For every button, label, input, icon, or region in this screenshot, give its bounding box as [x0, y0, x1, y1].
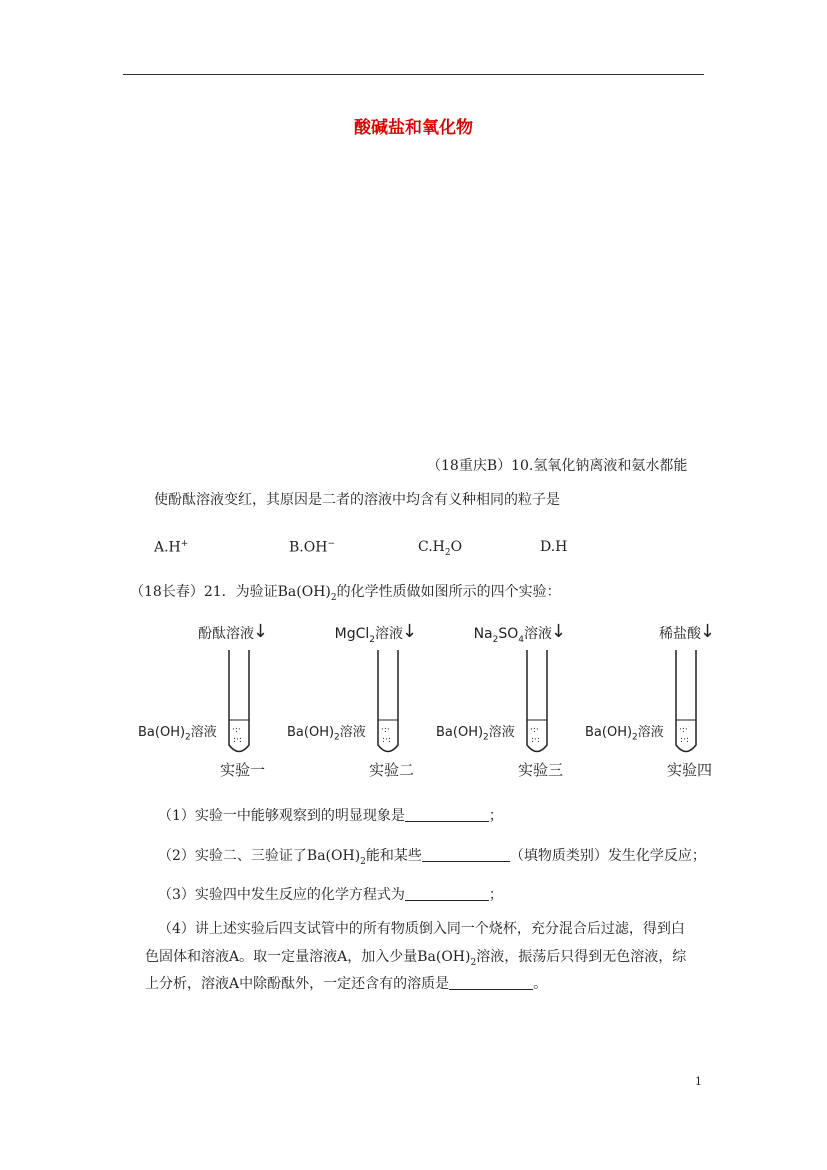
- header-rule: [123, 74, 704, 75]
- down-arrow-icon: ↓: [252, 621, 268, 642]
- q1-stem-line2: 使酚酞溶液变红，其原因是二者的溶液中均含有义种相同的粒子是: [154, 492, 560, 508]
- solution-label: $Ba(OH)_2$溶液: [436, 725, 515, 743]
- down-arrow-icon: ↓: [401, 621, 417, 642]
- experiment-2: [287, 617, 457, 782]
- q1-option-a: A.H+: [154, 539, 189, 556]
- svg-text::·:: :·:: [382, 735, 391, 745]
- q1-option-b: B.OH−: [289, 539, 335, 556]
- reagent-label: 稀盐酸: [659, 626, 701, 642]
- solution-label: $Ba(OH)_2$溶液: [138, 725, 217, 743]
- page-title: 酸碱盐和氧化物: [354, 118, 473, 138]
- test-tube-icon: [228, 650, 250, 755]
- experiment-label: 实验一: [220, 761, 266, 779]
- sub-question-2: （2）实验二、三验证了$Ba(OH)_2$能和某些 （填物质类别）发生化学反应；: [158, 848, 706, 867]
- solution-label: $Ba(OH)_2$溶液: [585, 725, 664, 743]
- reagent-label: $Na_2SO_4$溶液: [473, 626, 552, 645]
- q1-option-d: D.H: [540, 539, 568, 555]
- down-arrow-icon: ↓: [550, 621, 566, 642]
- solution-label: $Ba(OH)_2$溶液: [287, 725, 366, 743]
- q2-intro: （18长春）21．为验证$Ba(OH)_2$的化学性质做如图所示的四个实验：: [130, 584, 561, 603]
- answer-blank-3[interactable]: [405, 886, 489, 901]
- experiment-label: 实验三: [518, 761, 564, 779]
- down-arrow-icon: ↓: [699, 621, 715, 642]
- svg-text:·:·: ·:·: [381, 725, 390, 735]
- q1-source: （18重庆B）10.: [427, 458, 534, 474]
- answer-blank-1[interactable]: [405, 807, 489, 822]
- test-tube-icon: [377, 650, 399, 755]
- sub-question-4-line3: 上分析，溶液A中除酚酞外，一定还含有的溶质是 。: [145, 976, 548, 992]
- svg-text::·:: :·:: [680, 735, 689, 745]
- sub-question-1: （1）实验一中能够观察到的明显现象是 ；: [158, 808, 503, 824]
- svg-text:·:·: ·:·: [232, 725, 241, 735]
- q1-stem-part1: 氢氧化钠离液和氨水都能: [533, 458, 688, 474]
- svg-text::·:: :·:: [531, 735, 540, 745]
- svg-text:·:·: ·:·: [679, 725, 688, 735]
- test-tube-icon: [526, 650, 548, 755]
- q1-option-c: $C.H_2O$: [418, 539, 463, 558]
- sub-question-4-line2: 色固体和溶液A。取一定量溶液A，加入少量$Ba(OH)_2$溶液，振荡后只得到无色溶液，综: [145, 949, 687, 968]
- svg-text::·:: :·:: [233, 735, 242, 745]
- answer-blank-4[interactable]: [449, 975, 533, 990]
- experiment-label: 实验二: [369, 761, 415, 779]
- experiment-1: [138, 617, 308, 782]
- experiment-4: [585, 617, 755, 782]
- sub-question-3: （3）实验四中发生反应的化学方程式为 ；: [158, 887, 503, 903]
- experiment-label: 实验四: [667, 761, 713, 779]
- experiment-3: [436, 617, 606, 782]
- page-number: 1: [695, 1075, 702, 1088]
- q1-stem-line1: [427, 455, 687, 475]
- sub-question-4-line1: （4）讲上述实验后四支试管中的所有物质倒入同一个烧杯，充分混合后过滤，得到白: [158, 921, 685, 937]
- svg-text:·:·: ·:·: [530, 725, 539, 735]
- answer-blank-2[interactable]: [422, 847, 510, 862]
- test-tube-icon: [675, 650, 697, 755]
- reagent-label: MgCl$_2$溶液: [334, 626, 403, 645]
- reagent-label: 酚酞溶液: [198, 626, 254, 642]
